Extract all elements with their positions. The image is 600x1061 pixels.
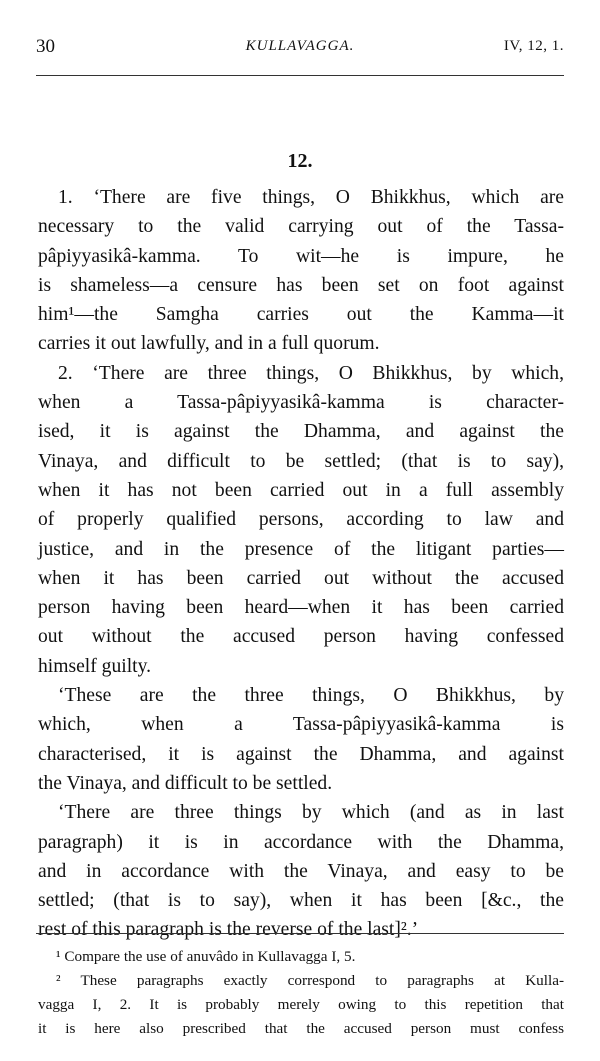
body-line: paragraph) it is in accordance with the Dhamma,	[38, 831, 564, 853]
page-number: 30	[36, 36, 55, 57]
body-line: justice, and in the presence of the litigant parties—	[38, 538, 564, 560]
page-header	[36, 36, 564, 64]
body-line: which, when a Tassa-pâpiyyasikâ-kamma is	[38, 714, 564, 736]
body-line: 1. ‘There are five things, O Bhikkhus, which are	[58, 187, 564, 208]
body-line: ised, it is against the Dhamma, and against the	[38, 421, 564, 443]
footnote-rule	[36, 933, 564, 934]
body-line: the Vinaya, and difficult to be settled.	[38, 772, 333, 794]
footnote-line: it is here also prescribed that the accused person must confess	[38, 1020, 564, 1037]
body-line: settled; (that is to say), when it has been [&c., the	[38, 890, 564, 912]
body-line: carries it out lawfully, and in a full quorum.	[38, 333, 380, 355]
section-number: 12.	[287, 150, 313, 172]
footnote-line: vagga I, 2. It is probably merely owing to this repetition that	[38, 996, 564, 1013]
body-line: ‘There are three things by which (and as in last	[58, 802, 564, 824]
body-line: and in accordance with the Vinaya, and easy to be	[38, 860, 564, 882]
body-line: when it has not been carried out in a full assembly	[38, 479, 564, 501]
header-rule	[36, 75, 564, 76]
body-line: himself guilty.	[38, 655, 152, 677]
body-line: when it has been carried out without the accused	[38, 567, 564, 589]
body-line: 2. ‘There are three things, O Bhikkhus, by which,	[58, 362, 564, 384]
body-line: when a Tassa-pâpiyyasikâ-kamma is character-	[38, 392, 564, 414]
body-line: him¹—the Samgha carries out the Kamma—it	[38, 304, 564, 326]
body-line: of properly qualified persons, according to law and	[38, 509, 564, 531]
body-line: rest of this paragraph is the reverse of the last]².’	[38, 919, 419, 941]
section-reference: IV, 12, 1.	[503, 38, 564, 54]
body-line: person having been heard—when it has been carried	[38, 597, 564, 619]
running-title: KULLAVAGGA.	[245, 38, 355, 54]
body-line: ‘These are the three things, O Bhikkhus, by	[58, 685, 564, 707]
body-line: characterised, it is against the Dhamma, and against	[38, 743, 564, 765]
footnote-line: ¹ Compare the use of anuvâdo in Kullavagga I, 5.	[56, 948, 356, 965]
body-line: out without the accused person having confessed	[38, 626, 564, 648]
body-line: is shameless—a censure has been set on foot against	[38, 274, 564, 296]
body-line: necessary to the valid carrying out of the Tassa-	[38, 216, 564, 238]
body-line: pâpiyyasikâ-kamma. To wit—he is impure, he	[38, 245, 564, 267]
footnote-line: ² These paragraphs exactly correspond to paragraphs at Kulla-	[56, 972, 564, 989]
body-line: Vinaya, and difficult to be settled; (that is to say),	[38, 450, 564, 472]
footnotes	[38, 945, 564, 1041]
body-text	[38, 183, 564, 945]
